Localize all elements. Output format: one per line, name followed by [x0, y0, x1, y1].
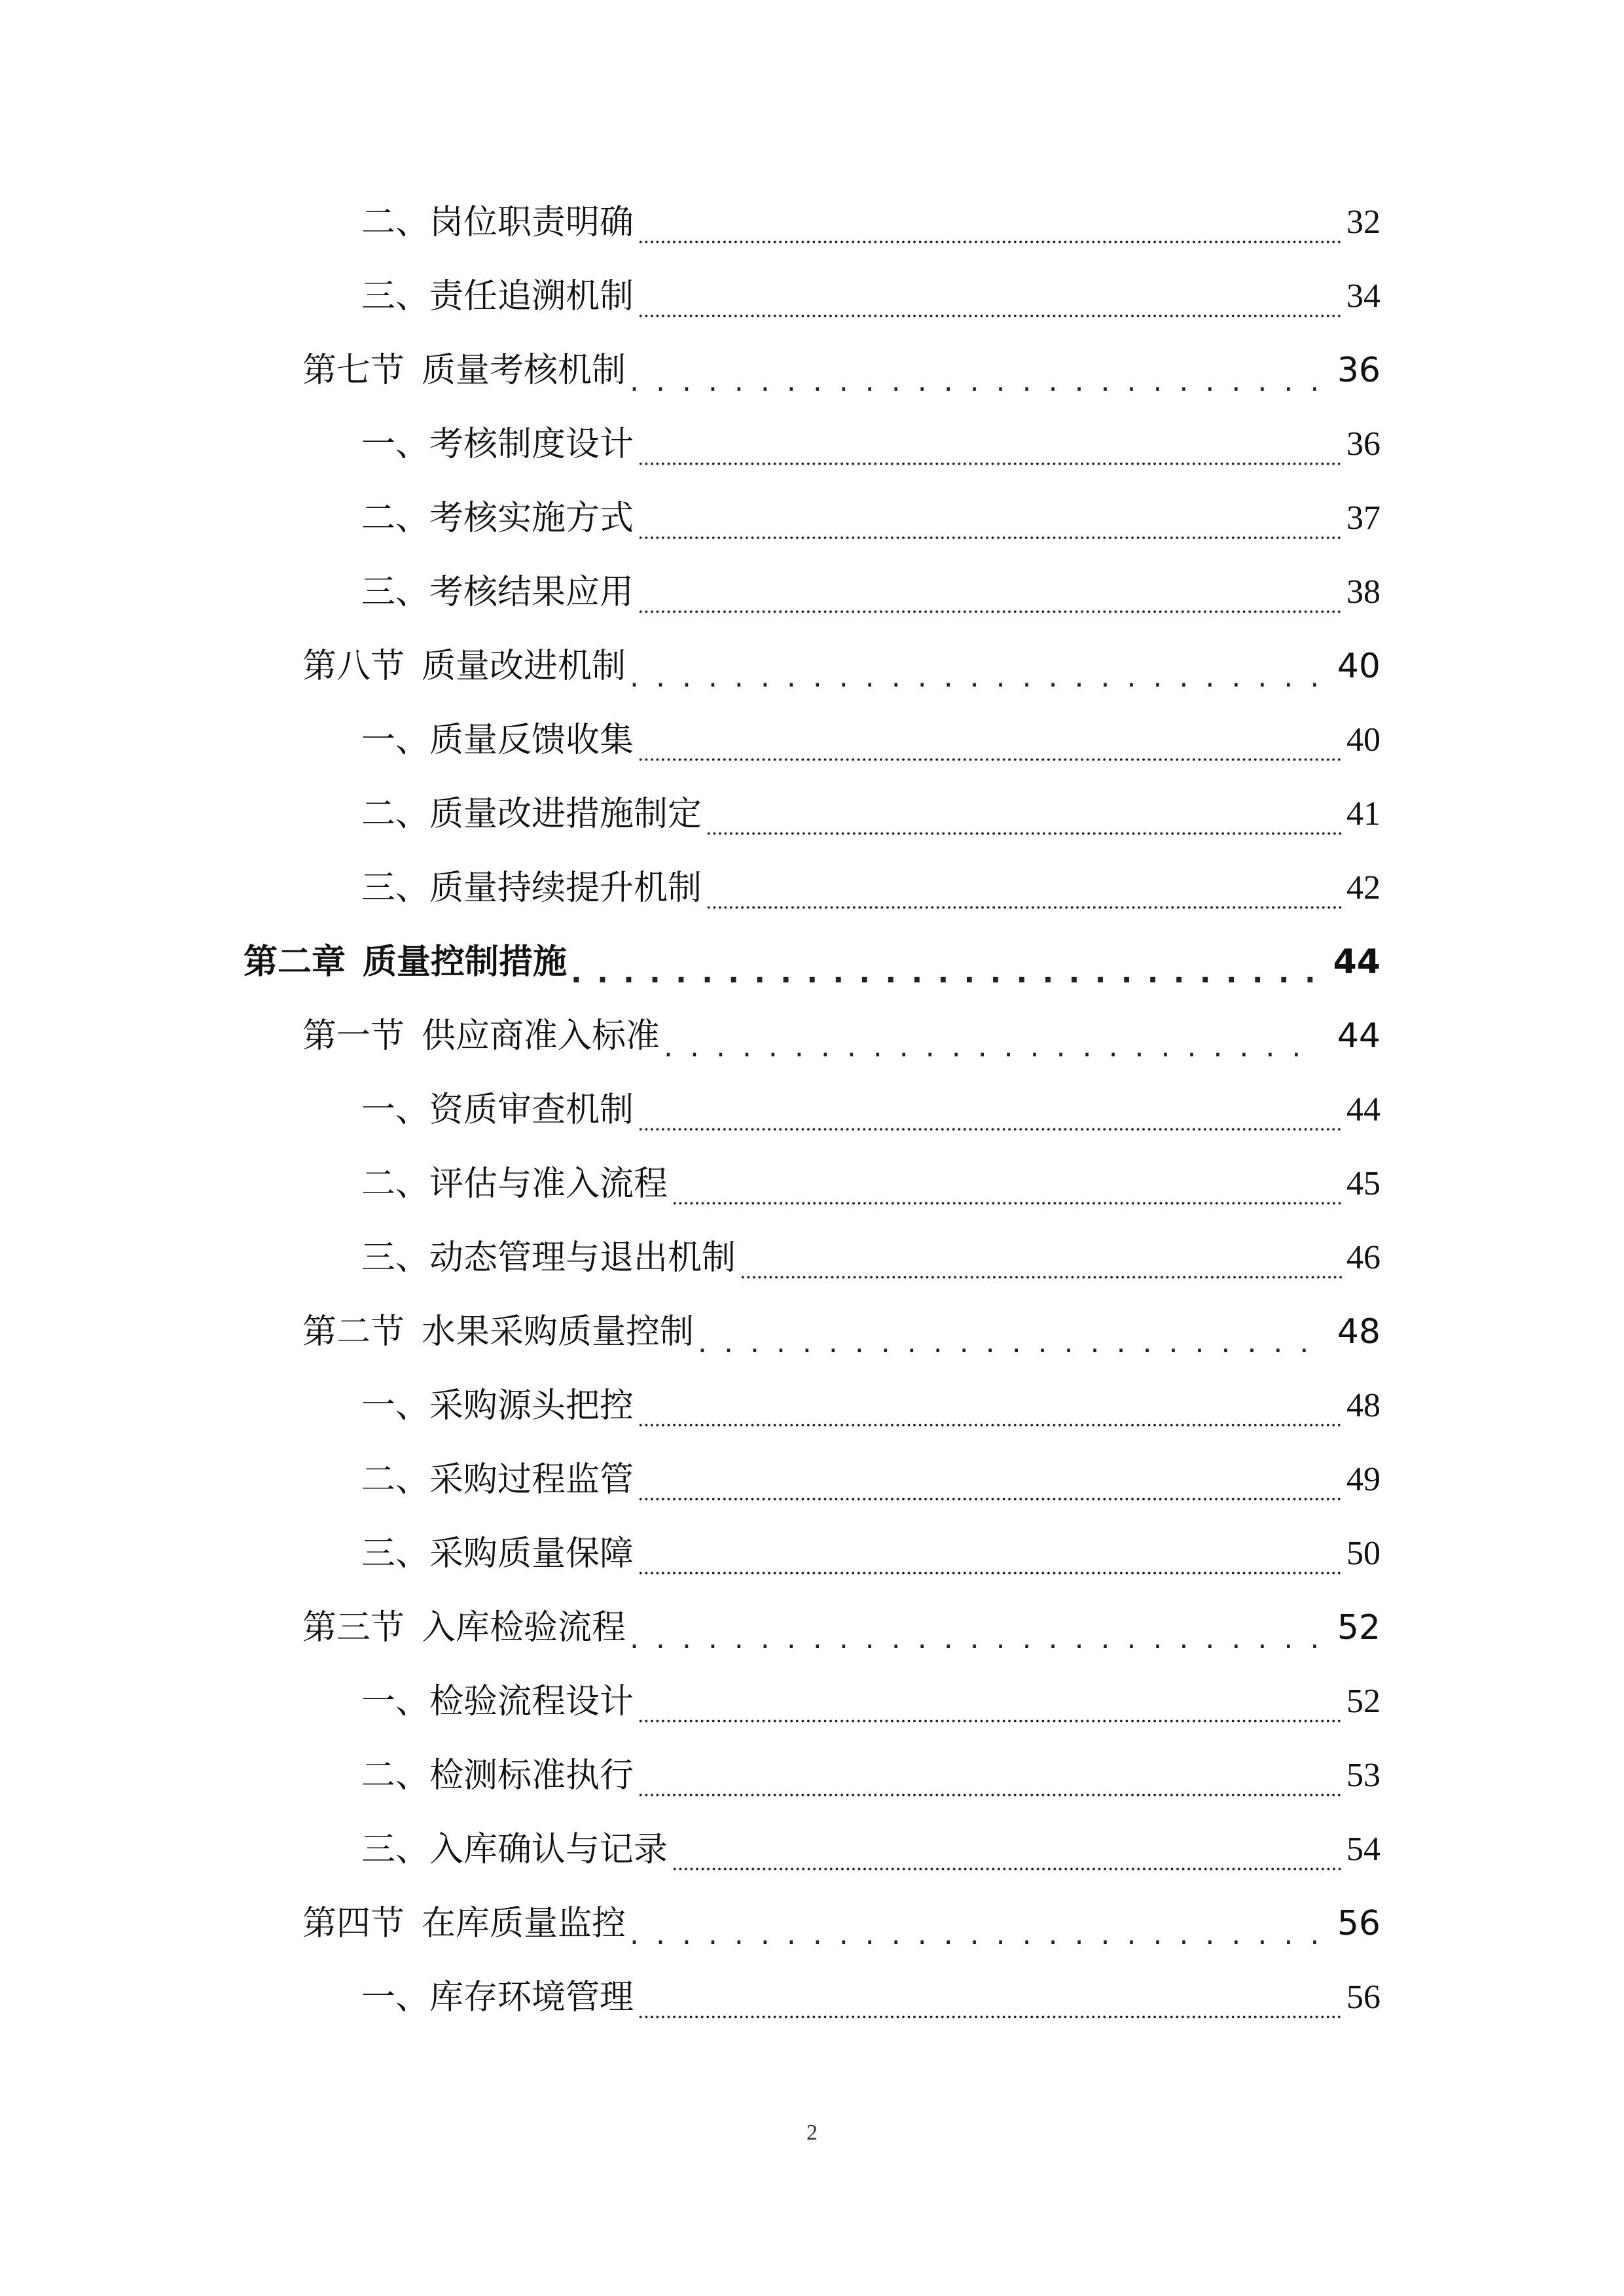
toc-entry[interactable] [302, 1595, 1380, 1660]
toc-entry-number: 一、 [361, 1090, 430, 1130]
toc-entry-page: 44 [1337, 1016, 1380, 1056]
toc-entry[interactable] [361, 1373, 1380, 1439]
toc-entry[interactable] [361, 1447, 1380, 1513]
dot-leader [638, 1768, 1343, 1802]
dot-leader [630, 1620, 1320, 1654]
toc-entry[interactable] [361, 1669, 1380, 1734]
toc-entry-title: 质量改进机制 [422, 647, 626, 686]
footer-page-number: 2 [806, 2121, 818, 2145]
toc-entry-title: 库存环境管理 [429, 1978, 634, 2017]
toc-entry-number: 三、 [361, 1830, 430, 1869]
dot-leader [638, 732, 1343, 766]
toc-entry-page: 54 [1346, 1831, 1380, 1868]
toc-entry[interactable] [361, 560, 1380, 625]
toc-entry-title: 采购过程监管 [429, 1460, 634, 1499]
toc-entry-number: 第八节 [302, 647, 405, 686]
toc-entry-title: 检测标准执行 [429, 1756, 634, 1795]
dot-leader [630, 658, 1320, 692]
toc-entry[interactable] [361, 1225, 1380, 1291]
toc-entry-number: 三、 [361, 277, 430, 316]
toc-entry-number: 一、 [361, 1978, 430, 2017]
dot-leader [571, 954, 1316, 988]
dot-leader [672, 1176, 1343, 1210]
toc-entry-number: 二、 [361, 1164, 430, 1204]
toc-entry-title: 检验流程设计 [429, 1682, 634, 1721]
toc-entry[interactable] [302, 634, 1380, 699]
toc-entry[interactable] [302, 1891, 1380, 1956]
toc-entry-number: 二、 [361, 795, 430, 834]
toc-entry[interactable] [361, 1743, 1380, 1808]
toc-entry[interactable] [361, 1521, 1380, 1587]
toc-entry[interactable] [361, 1151, 1380, 1217]
toc-entry-page: 49 [1346, 1461, 1380, 1498]
toc-entry-number: 第一节 [302, 1016, 405, 1056]
toc-entry-page: 56 [1337, 1904, 1380, 1943]
toc-entry-page: 50 [1346, 1535, 1380, 1572]
dot-leader [638, 1102, 1343, 1136]
toc-entry-page: 37 [1346, 499, 1380, 537]
toc-entry-title: 水果采购质量控制 [422, 1312, 695, 1352]
toc-entry-number: 二、 [361, 1460, 430, 1499]
toc-entry-title: 质量反馈收集 [429, 721, 634, 760]
toc-entry[interactable] [361, 855, 1380, 921]
dot-leader [706, 806, 1343, 840]
toc-entry-title: 考核结果应用 [429, 573, 634, 612]
toc-entry-number: 三、 [361, 1534, 430, 1573]
dot-leader [638, 584, 1343, 619]
toc-entry-number: 一、 [361, 1386, 430, 1426]
dot-leader [638, 1990, 1343, 2024]
toc-entry-title: 资质审查机制 [429, 1090, 634, 1130]
toc-entry-number: 一、 [361, 721, 430, 760]
toc-entry[interactable] [361, 1077, 1380, 1143]
toc-entry[interactable] [361, 486, 1380, 551]
toc-entry-number: 第四节 [302, 1904, 405, 1943]
toc-chapter-entry[interactable] [244, 929, 1380, 995]
dot-leader [638, 1546, 1343, 1580]
toc-entry-page: 40 [1346, 721, 1380, 759]
dot-leader [638, 289, 1343, 323]
dot-leader [698, 1324, 1320, 1358]
toc-entry[interactable] [302, 1003, 1380, 1069]
toc-entry-title: 考核实施方式 [429, 499, 634, 538]
toc-entry-number: 三、 [361, 573, 430, 612]
toc-entry-page: 46 [1346, 1239, 1380, 1276]
toc-entry-page: 52 [1346, 1683, 1380, 1720]
dot-leader [706, 880, 1343, 914]
toc-entry-title: 采购质量保障 [429, 1534, 634, 1573]
toc-entry-title: 入库确认与记录 [429, 1830, 668, 1869]
toc-entry-title: 采购源头把控 [429, 1386, 634, 1426]
toc-entry-title: 入库检验流程 [422, 1608, 626, 1647]
toc-entry-number: 二、 [361, 499, 430, 538]
toc-entry-title: 评估与准入流程 [429, 1164, 668, 1204]
toc-entry[interactable] [302, 1299, 1380, 1365]
toc-entry-title: 岗位职责明确 [429, 203, 634, 242]
dot-leader [664, 1028, 1320, 1062]
toc-entry-number: 一、 [361, 425, 430, 464]
dot-leader [630, 1916, 1320, 1950]
toc-entry[interactable] [361, 708, 1380, 773]
toc-entry-number: 二、 [361, 1756, 430, 1795]
toc-entry-page: 45 [1346, 1165, 1380, 1202]
toc-entry-title: 供应商准入标准 [422, 1016, 660, 1056]
toc-entry-title: 动态管理与退出机制 [429, 1238, 736, 1278]
toc-entry-number: 三、 [361, 1238, 430, 1278]
toc-entry[interactable] [361, 1965, 1380, 2030]
toc-entry-number: 第三节 [302, 1608, 405, 1647]
toc-entry-page: 52 [1337, 1608, 1380, 1647]
toc-entry-page: 36 [1346, 425, 1380, 463]
dot-leader [638, 437, 1343, 471]
toc-entry-page: 41 [1346, 795, 1380, 833]
toc-entry[interactable] [361, 190, 1380, 255]
toc-entry-title: 在库质量监控 [422, 1904, 626, 1943]
toc-entry-number: 第二节 [302, 1312, 405, 1352]
dot-leader [638, 1694, 1343, 1728]
dot-leader [638, 511, 1343, 545]
toc-entry-page: 44 [1346, 1091, 1380, 1128]
toc-entry-title: 质量考核机制 [422, 351, 626, 390]
dot-leader [638, 1472, 1343, 1506]
dot-leader [672, 1842, 1343, 1876]
toc-entry-page: 44 [1333, 942, 1380, 982]
toc-entry-title: 考核制度设计 [429, 425, 634, 464]
toc-entry-number: 三、 [361, 869, 430, 908]
toc-entry[interactable] [361, 1817, 1380, 1882]
toc-entry-page: 56 [1346, 1979, 1380, 2016]
toc-entry-page: 32 [1346, 204, 1380, 241]
toc-entry-title: 质量控制措施 [363, 942, 568, 982]
toc-entry[interactable] [361, 264, 1380, 329]
toc-entry[interactable] [302, 338, 1380, 403]
dot-leader [638, 215, 1343, 249]
toc-entry-page: 38 [1346, 573, 1380, 611]
toc-entry-page: 34 [1346, 278, 1380, 315]
dot-leader [740, 1250, 1343, 1284]
toc-entry-number: 二、 [361, 203, 430, 242]
toc-entry-page: 40 [1337, 647, 1380, 686]
toc-entry-page: 48 [1337, 1312, 1380, 1352]
toc-entry-number: 第二章 [244, 942, 346, 982]
toc-entry-title: 质量改进措施制定 [429, 795, 702, 834]
toc-entry[interactable] [361, 412, 1380, 477]
toc-entry-title: 责任追溯机制 [429, 277, 634, 316]
toc-entry-page: 42 [1346, 869, 1380, 906]
toc-entry-title: 质量持续提升机制 [429, 869, 702, 908]
toc-entry-page: 48 [1346, 1387, 1380, 1424]
dot-leader [630, 363, 1320, 397]
toc-entry-number: 第七节 [302, 351, 405, 390]
dot-leader [638, 1398, 1343, 1432]
toc-entry-page: 36 [1337, 351, 1380, 390]
toc-entry-page: 53 [1346, 1757, 1380, 1794]
toc-entry[interactable] [361, 781, 1380, 847]
toc-entry-number: 一、 [361, 1682, 430, 1721]
